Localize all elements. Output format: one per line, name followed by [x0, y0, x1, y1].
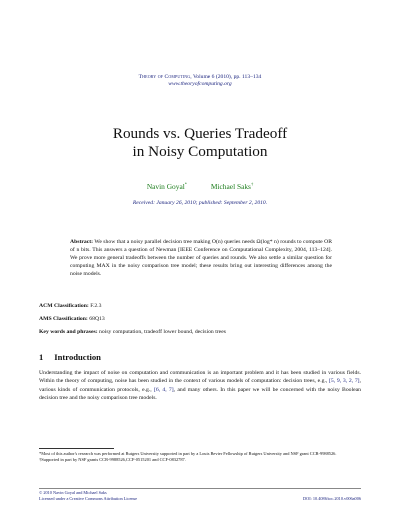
license-link[interactable]: Licensed under a Creative Commons Attribution License [39, 495, 138, 501]
journal-details: , Volume 6 (2010), pp. 113–134 [190, 74, 262, 80]
author-list [0, 182, 400, 191]
author-1[interactable] [147, 182, 187, 191]
citation-link-1[interactable]: [5, 9, 3, 2, 7] [329, 378, 360, 385]
ams-value: 68Q13 [89, 316, 105, 322]
footer-divider [39, 488, 361, 489]
abstract-text: We show that a noisy parallel decision tree making O(n) queries needs Ω(log* n) rounds to compute OR of n bits. This answers a question of Newman [IEEE Conference on Computational Complexity, 2004, 113–124]. We prove more general tradeoffs between the number of queries and rounds. We also settle a similar question for computing MAX in the noisy comparison tree model; these results bring out interesting differences among the noise models. [70, 239, 332, 277]
acm-label: ACM Classification: [39, 303, 89, 309]
keywords [39, 329, 369, 336]
author-1-name: Navin Goyal [146, 182, 185, 192]
section-number: 1 [39, 352, 44, 362]
section-title: Introduction [54, 352, 101, 362]
journal-header [0, 74, 400, 88]
title-line-2: in Noisy Computation [132, 143, 268, 160]
section-heading [39, 352, 101, 362]
ams-label: AMS Classification: [39, 316, 88, 322]
citation-link-2[interactable]: [6, 4, 7] [153, 386, 174, 393]
intro-text-3: , and many others. In this paper we will be concerned with the noisy Boolean decision tree and the noisy comparison tree models. [39, 386, 361, 401]
footnote-divider [39, 448, 114, 449]
acm-classification [39, 303, 369, 310]
copyright[interactable]: © 2010 Navin Goyal and Michael Saks [39, 490, 107, 495]
footnote-2: †Supported in part by NSF grants CCR-9988526,CCF-0515201 and CCF-0832787. [39, 457, 186, 462]
acm-value[interactable]: F.2.3 [90, 303, 102, 309]
footnote-1: *Most of this author's research was performed at Rutgers University supported in part by a Louis Bevier Fellowship of Rutgers University and NSF grant CCR-9988526. [39, 451, 337, 456]
author-2-mark: † [250, 182, 254, 187]
abstract [70, 238, 332, 278]
page-footer [39, 490, 361, 502]
footnotes [39, 451, 361, 463]
doi-link[interactable]: DOI: 10.4086/toc.2010.v006a006 [302, 495, 361, 501]
keywords-value: noisy computation, tradeoff lower bound, decision trees [99, 329, 226, 335]
received-date: Received: January 26, 2010; published: September 2, 2010. [132, 200, 268, 206]
author-2-name: Michael Saks [210, 182, 251, 192]
paper-title [0, 125, 400, 161]
intro-text-2: , various kinds of communication protocols, e.g., [39, 378, 361, 393]
title-line-1: Rounds vs. Queries Tradeoff [112, 125, 288, 142]
intro-paragraph [39, 369, 361, 402]
ams-classification [39, 316, 369, 323]
author-2[interactable] [211, 182, 253, 191]
intro-text-1: Understanding the impact of noise on computation and communication is an important problem and it has been studied in various fields. Within the theory of computing, noise has been studied in the context of various models of computation: decision trees, e.g., [39, 370, 361, 385]
journal-url[interactable]: www.theoryofcomputing.org [168, 81, 232, 87]
abstract-label: Abstract: [70, 239, 94, 245]
journal-name[interactable]: Theory of Computing [138, 74, 191, 80]
keywords-label: Key words and phrases: [39, 329, 98, 335]
author-1-mark: * [184, 182, 188, 187]
